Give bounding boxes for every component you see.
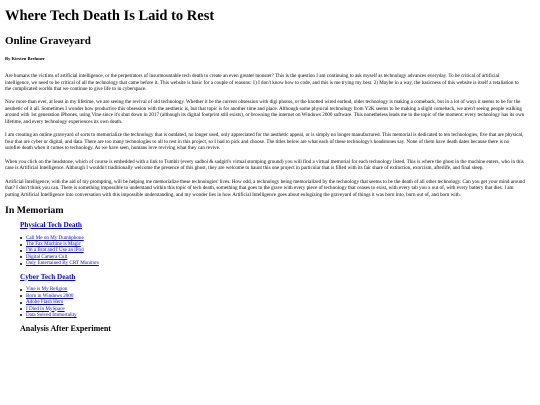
- cyber-tech-heading: [20, 274, 525, 282]
- physical-tech-list: [5, 235, 525, 267]
- cyber-tech-link[interactable]: Cyber Tech Death: [20, 272, 76, 281]
- page-subtitle: Online Graveyard: [5, 34, 91, 47]
- intro-paragraph-2: Now more than ever, at least in my lifetime, we are seeing the revival of old technology. Whether it be the current obsession with digi photos, or the knotted wired earbud, older technology is making a comeback, but in a lot of ways it seems to be for the aesthetic of it all. Sometimes I wonder how productive this obsession with the aesthetic is, but that topic is for another time and place. Although some physical technology from Y2K seems to be making a slight comeback, we aren't seeing people walking around with 1st generation iPhones, using Vine since it's shut down in 2017 (although its digital footprint still exists), or browsing the internet on Windows 2000 software. This nonetheless leads me to the topic of the moment: every technology has its own lifetime, and every technology experiences its own death.: [5, 99, 525, 125]
- list-item: [20, 260, 525, 266]
- physical-link-digital-camera[interactable]: Digital Camera Cult: [26, 253, 68, 260]
- cyber-link-windows-2000[interactable]: Born in Windows 2000: [26, 292, 74, 299]
- memoriam-heading: In Memoriam: [5, 205, 64, 217]
- intro-paragraph-1: Are humans the victims of artificial intelligence, or the perpetrators of insurmountable tech death to create an even greater monster? This is the question I am continuing to ask myself as technology advances everyday. To be critical of artificial intelligence, we need to be critical of all the technology that came before it. This website is basic for a couple of reasons: 1) I don't know how to code, and this is me trying my best. 2) Maybe in a way, the basicness of this website is itself a retaliation to the complicated worlds that we continue to give life to in cyberspace.: [5, 73, 519, 92]
- cyber-tech-list: [5, 286, 525, 318]
- physical-tech-heading: [20, 222, 525, 230]
- intro-paragraph-4: When you click on the headstone, which of course is embedded with a link to Tumblr (every sadboi & sadgirl's virtual stomping ground) you will find a virtual memorial for each technology listed. This is where the ghost in the machine enters, who in this case is Artificial Intelligence. Although I wouldn't traditionally welcome the presence of this ghost, they are welcome to haunt this one project in particular that is filled with its fair share of extinction, exorcism, afterlife, and final sleep.: [5, 158, 524, 172]
- intro-paragraph-3: I am creating an online graveyard of sorts to memorialize the technology that is outdated, no longer used, only appreciated for the aesthetic appeal, or is simply no longer manufactured. This memorial is dedicated to ten technologies, five that are physical, four that are cyber or digital, and data. There are too many technologies to all to rest in this project, so I had to pick and choose. The titles below are what each of these technology's headstones say. None of them have death dates because there is no surefire death when it comes to technology. As we have seen, humans love reviving what they can revive.: [5, 132, 524, 152]
- physical-link-fax-machine[interactable]: The Fax Machine is Magic: [26, 241, 81, 248]
- intro-paragraph-5: Artificial Intelligence, with the aid of my prompting, will be helping me memorialize these technologies' lives. How odd, a technology being memorialized by the technology that seems to be the death of all other technology. Can you get your mind around that? I don't think you can. There is something impossible to understand within this topic of tech death, something that goes to the grave with every piece of technology that ceases to exist, with every tab you x out of, with every battery that dies. I am putting Artificial Intelligence into conversation with this impossible understanding, and my wonder lies in how Artificial Intelligence goes about eulogizing the graveyard of things it was born into, born out of, and born with.: [5, 178, 525, 198]
- physical-link-dumbphone[interactable]: Call Me on My Dumbphone: [26, 234, 84, 241]
- physical-tech-link[interactable]: Physical Tech Death: [20, 220, 82, 229]
- physical-link-ipod[interactable]: I'm a Brat and I Use an iPod: [26, 247, 84, 254]
- physical-link-crt-monitors[interactable]: Only Entertained By CRT Monitors: [26, 260, 99, 267]
- cyber-link-adobe-flash[interactable]: Adobe Flash Hero: [26, 299, 64, 306]
- cyber-link-data[interactable]: Data Solved Immortality: [26, 311, 77, 318]
- byline: By Kirsten Brehmer: [5, 56, 45, 62]
- page-title: Where Tech Death Is Laid to Rest: [5, 8, 215, 24]
- cyber-link-vine[interactable]: Vine is My Religion: [26, 286, 68, 293]
- cyber-link-myspace[interactable]: I Died in MySpace: [26, 305, 65, 312]
- analysis-heading: Analysis After Experiment: [20, 324, 111, 334]
- list-item: [20, 312, 525, 318]
